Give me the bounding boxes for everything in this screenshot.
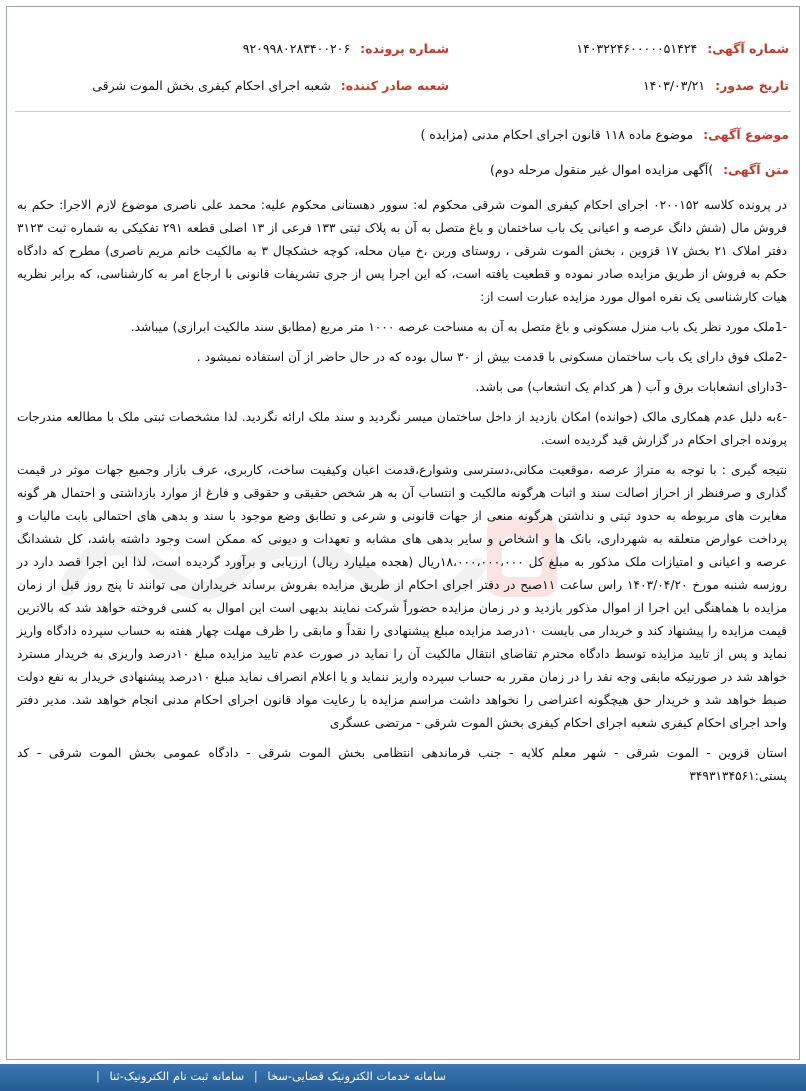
notice-body — [17, 194, 787, 795]
issue-date-row — [643, 78, 789, 98]
intro-paragraph: در پرونده کلاسه ۰۲۰۰۱۵۲ اجرای احکام کیفری الموت شرقی محکوم له: سوور دهستانی محکوم علیه: محمد علی ناصری موضوع لازم الاجرا: حکم به فروش مال (شش دانگ عرصه و اعیانی یک باب ساختمان و باغ متصل به آن به پلاک ثبتی ۱۳۳ فرعی از ۱۳ اصلی قطعه ۲۹۱ تفکیکی به شماره ثبت ۳۱۲۳ دفتر املاک ۲۱ بخش ۱۷ قزوین ، بخش الموت شرقی ، روستای وربن ،خ میان محله، کوچه خشکچال ۳ به مالکیت خانم مریم ناصری) مطرح که دادگاه حکم به فروش از طریق مزایده صادر نموده و قطعیت یافته است، که این اجرا پس از جری تشریفات قانونی با ارجاع امر به کارشناسی، که برابر نظریه هیات کارشناسی یک نفره اموال مورد مزایده عبارت است از: — [17, 198, 788, 304]
subject-value: موضوع ماده ۱۱۸ قانون اجرای احکام مدنی (مزایده ) — [420, 127, 694, 142]
item-1: -1ملک مورد نظر یک باب منزل مسکونی و باغ متصل به آن به مساحت عرصه ۱۰۰۰ متر مربع (مطابق سند مالکیت ابرازی) میباشد. — [130, 320, 787, 334]
issuer: شعبه اجرای احکام کیفری بخش الموت شرقی — [92, 78, 331, 93]
footer-bar — [0, 1064, 806, 1091]
issue-date: ۱۴۰۳/۰۳/۲۱ — [642, 78, 706, 93]
item-4: -٤به دلیل عدم همکاری مالک (خوانده) امکان بازدید از داخل ساختمان میسر نگردید و سند ملک ارائه نگردید. لذا مشخصات ثبتی ملک با مطالعه مندرجات پرونده اجرای احکام در گزارش قید گردیده است. — [17, 410, 787, 447]
notice-title: )آگهی مزایده اموال غیر منقول مرحله دوم) — [490, 162, 714, 177]
issuer-row — [92, 78, 449, 98]
notice-number: ۱۴۰۳۲۲۴۶۰۰۰۰۰۵۱۴۲۴ — [576, 41, 698, 56]
header-divider — [15, 111, 791, 112]
address-paragraph: استان قزوین - الموت شرقی - شهر معلم کلایه - جنب فرماندهی انتظامی بخش الموت شرقی - دادگاه عمومی بخش الموت شرقی - کد پستی:۳۴۹۳۱۳۴۵۶۱ — [17, 746, 787, 783]
conclusion-paragraph: نتیجه گیری : با توجه به متراژ عرصه ،موقعیت مکانی،دسترسی وشوارع،قدمت اعیان وکیفیت ساخت، کاربری، عرف بازار وجمیع جهات موثر در قیمت گذاری و صرفنظر از احراز اصالت سند و اثبات هرگونه مالکیت و انتساب آن به هر شخص حقیقی و حقوقی و فارغ از موارد بازداشتی و احتمال هر گونه مغایرت های مربوطه به حدود ثبتی و نداشتن هرگونه منعی از جهات قانونی و شرعی و تطابق وضع موجود با سند و بدهی های احتمالی بابت مالیات و پرداخت عوارض متعلقه به شهرداری، بانک ها و اشخاص و سایر بدهی های مشابه و تعهدات و دیونی که ممکن است وجود داشته باشد، کل ششدانگ عرصه و اعیانی و امتیازات ملک مذکور به مبلغ کل ۱۸،۰۰۰،۰۰۰،۰۰۰ریال (هجده میلیارد ریال) ارزیابی و برآورد گردیده است، لذا این اجرا قصد دارد در روزسه شنبه مورخ ۱۴۰۳/۰۴/۲۰ راس ساعت ۱۱صبح در دفتر اجرای احکام از طریق مزایده بفروش برساند خریداران می توانند تا پنج روز قبل از زمان مزایده با هماهنگی این اجرا از اموال مذکور بازدید و در زمان مزایده حضوراً شرکت نمایند بدیهی است این اموال به کسی فروخته خواهد شد که بالاترین قیمت مزایده را پیشنهاد کند و خریدار می بایست ۱۰درصد مزایده مبلغ پیشنهادی را نقداً و مابقی را ظرف مهلت چهار هفته به حساب سپرده دادگاه واریز نماید و پس از تایید مزایده توسط دادگاه محترم تقاضای انتقال مالکیت آن را نماید در صورت عدم تایید مزایده مبلغ ۱۰درصد واریزی به خریدار مسترد خواهد شد در صورتیکه مابقی وجه نقد را در زمان مقرر به حساب سپرده واریز ننماید و یا اعلام انصراف نماید مبلغ ۱۰درصد پیشنهادی خریدار به نفع دولت ضبط خواهد شد و خریدار حق هیچگونه اعتراضی را نخواهد داشت مراسم مزایده با رعایت مواد قانون اجرای احکام مدنی انجام خواهد شد. مدیر دفتر واحد اجرای احکام کیفری شعبه اجرای احکام کیفری بخش الموت شرقی - مرتضی عسگری — [17, 463, 788, 730]
footer-separator: | — [253, 1069, 258, 1083]
notice-frame — [6, 6, 800, 1060]
case-number: ۹۲۰۹۹۸۰۲۸۳۴۰۰۲۰۶ — [242, 41, 351, 56]
case-number-row — [243, 41, 449, 61]
notice-number-label: شماره آگهی: — [707, 41, 789, 56]
item-3: -3دارای انشعابات برق و آب ( هر کدام یک انشعاب) می باشد. — [475, 380, 787, 394]
item-2: -2ملک فوق دارای یک باب ساختمان مسکونی با قدمت بیش از ۳۰ سال بوده که در حال حاضر از آن استفاده نمیشود . — [196, 350, 787, 364]
notice-number-row — [576, 41, 789, 61]
subject-row — [420, 127, 789, 142]
notice-text-label: متن آگهی: — [723, 162, 789, 177]
subject-label: موضوع آگهی: — [703, 127, 789, 142]
issuer-label: شعبه صادر کننده: — [340, 78, 449, 93]
sakha-link[interactable]: سامانه خدمات الکترونیک قضایی-سخا — [267, 1069, 446, 1083]
case-number-label: شماره پرونده: — [360, 41, 449, 56]
notice-text-row — [490, 162, 789, 177]
footer-separator-end: | — [96, 1069, 100, 1083]
issue-date-label: تاریخ صدور: — [715, 78, 789, 93]
sana-link[interactable]: سامانه ثبت نام الکترونیک-ثنا — [109, 1069, 245, 1083]
footer-links — [90, 1069, 446, 1083]
